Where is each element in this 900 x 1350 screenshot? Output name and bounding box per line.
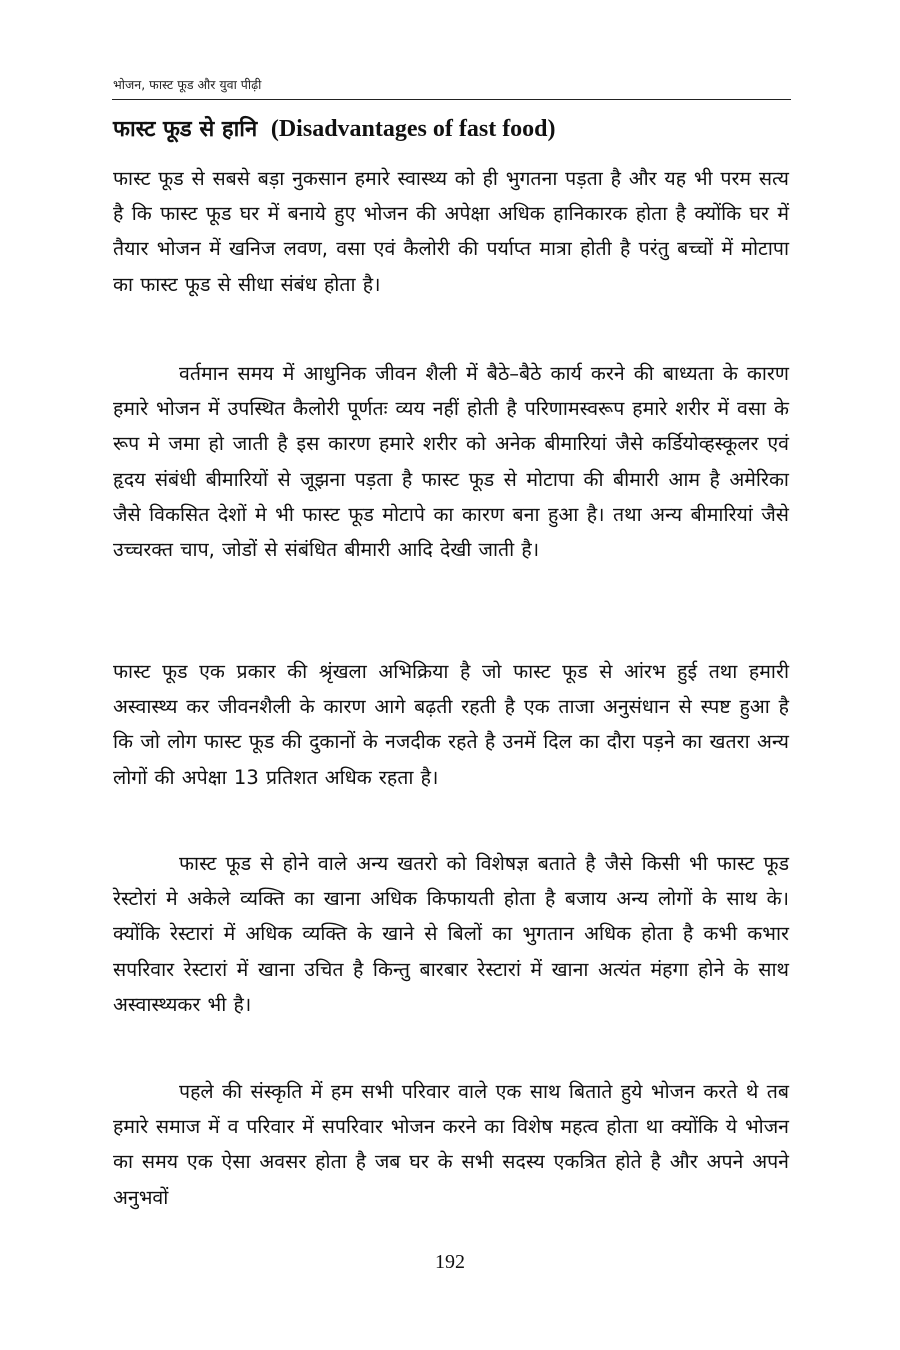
paragraph: फास्ट फूड से होने वाले अन्य खतरो को विशेषज्ञ बताते है जैसे किसी भी फास्ट फूड रेस्टोरां मे अकेले व्यक्ति का खाना अधिक किफायती होता है बजाय अन्य लोगों के साथ के। क्योंकि रेस्टारां में अधिक व्यक्ति के खाने से बिलों का भुगतान अधिक होता है कभी कभार सपरिवार रेस्टारां में खाना उचित है किन्तु बारबार रेस्टारां में खाना अत्यंत मंहगा होने के साथ अस्वास्थ्यकर भी है। bbox=[113, 852, 789, 1016]
section-heading-hindi: फास्ट फूड से हानि bbox=[113, 117, 258, 142]
page-number: 192 bbox=[435, 1251, 465, 1273]
paragraph: फास्ट फूड एक प्रकार की श्रृंखला अभिक्रिया है जो फास्ट फूड से आंरभ हुई तथा हमारी अस्वास्थ्य कर जीवनशैली के कारण आगे बढ़ती रहती है एक ताजा अनुसंधान से स्पष्ट हुआ है कि जो लोग फास्ट फूड की दुकानों के नजदीक रहते है उनमें दिल का दौरा पड़ने का खतरा अन्य लोगों की अपेक्षा 13 प्रतिशत अधिक रहता है। bbox=[113, 660, 789, 789]
paragraph: फास्ट फूड से सबसे बड़ा नुकसान हमारे स्वास्थ्य को ही भुगतना पड़ता है और यह भी परम सत्य है कि फास्ट फूड घर में बनाये हुए भोजन की अपेक्षा अधिक हानिकारक होता है क्योंकि घर में तैयार भोजन में खनिज लवण, वसा एवं कैलोरी की पर्याप्त मात्रा होती है परंतु बच्चों में मोटापा का फास्ट फूड से सीधा संबंध होता है। bbox=[113, 167, 789, 296]
running-header: भोजन, फास्ट फूड और युवा पीढ़ी bbox=[113, 77, 262, 92]
paragraph: वर्तमान समय में आधुनिक जीवन शैली में बैठे–बैठे कार्य करने की बाध्यता के कारण हमारे भोजन में उपस्थित कैलोरी पूर्णतः व्यय नहीं होती है परिणामस्वरूप हमारे शरीर में वसा के रूप मे जमा हो जाती है इस कारण हमारे शरीर को अनेक बीमारियां जैसे कर्डियोव्हस्कूलर एवं हृदय संबंधी बीमारियों से जूझना पड़ता है फास्ट फूड से मोटापा की बीमारी आम है अमेरिका जैसे विकसित देशों मे भी फास्ट फूड मोटापे का कारण बना हुआ है। तथा अन्य बीमारियां जैसे उच्चरक्त चाप, जोडों से संबंधित बीमारी आदि देखी जाती है। bbox=[113, 362, 789, 562]
header-divider bbox=[112, 99, 791, 100]
section-heading bbox=[113, 112, 793, 147]
section-heading-english: (Disadvantages of fast food) bbox=[270, 116, 556, 142]
paragraph: पहले की संस्कृति में हम सभी परिवार वाले एक साथ बिताते हुये भोजन करते थे तब हमारे समाज में व परिवार में सपरिवार भोजन करने का विशेष महत्व होता था क्योंकि ये भोजन का समय एक ऐसा अवसर होता है जब घर के सभी सदस्य एकत्रित होते है और अपने अपने अनुभवों bbox=[113, 1080, 789, 1209]
